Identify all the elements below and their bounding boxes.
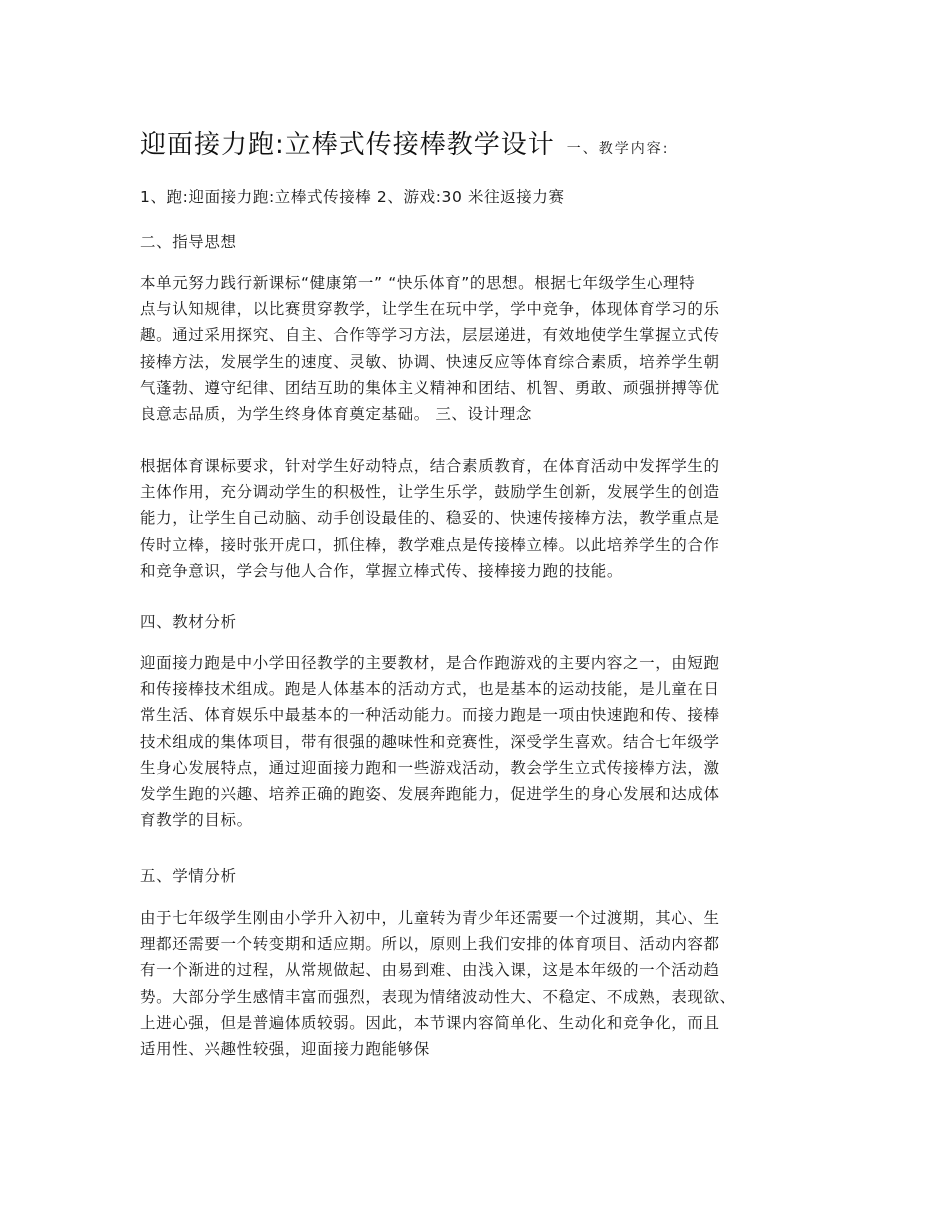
paragraph-line: 能力，让学生自己动脑、动手创设最佳的、稳妥的、快速传接棒方法，教学重点是: [140, 509, 720, 528]
paragraph-line: 良意志品质，为学生终身体育奠定基础。 三、设计理念: [140, 405, 532, 424]
title-line: [140, 124, 810, 161]
paragraph-line: 主体作用，充分调动学生的积极性，让学生乐学，鼓励学生创新，发展学生的创造: [140, 483, 720, 502]
document-title: 迎面接力跑:立棒式传接棒教学设计: [140, 130, 555, 160]
paragraph-line: 根据体育课标要求，针对学生好动特点，结合素质教育，在体育活动中发挥学生的: [140, 457, 720, 475]
section5-heading: 五、学情分析: [140, 867, 237, 885]
paragraph-line: 适用性、兴趣性较强，迎面接力跑能够保: [140, 1040, 430, 1059]
section4-heading: 四、教材分析: [140, 613, 237, 631]
design-concept-paragraph: [140, 453, 810, 584]
paragraph-line: 本单元努力践行新课标“健康第一” “快乐体育”的思想。根据七年级学生心理特: [140, 274, 696, 292]
paragraph-line: 传时立棒，接时张开虎口，抓住棒，教学难点是传接棒立棒。以此培养学生的合作: [140, 535, 720, 554]
paragraph-line: 育教学的目标。: [140, 811, 253, 830]
paragraph-line: 势。大部分学生感情丰富而强烈，表现为情绪波动性大、不稳定、不成熟，表现欲、: [140, 987, 736, 1006]
guiding-ideology-paragraph: [140, 270, 810, 427]
paragraph-line: 点与认知规律，以比赛贯穿教学，让学生在玩中学，学中竞争，体现体育学习的乐: [140, 300, 720, 319]
paragraph-line: 生身心发展特点，通过迎面接力跑和一些游戏活动，教会学生立式传接棒方法，激: [140, 758, 720, 777]
paragraph-line: 发学生跑的兴趣、培养正确的跑姿、发展奔跑能力，促进学生的身心发展和达成体: [140, 785, 720, 804]
paragraph-line: 和竞争意识，学会与他人合作，掌握立棒式传、接棒接力跑的技能。: [140, 561, 624, 580]
paragraph-line: 理都还需要一个转变期和适应期。所以，原则上我们安排的体育项目、活动内容都: [140, 935, 720, 954]
paragraph-line: 有一个渐进的过程，从常规做起、由易到难、由浅入课，这是本年级的一个活动趋: [140, 961, 720, 980]
paragraph-line: 和传接棒技术组成。跑是人体基本的活动方式，也是基本的运动技能，是儿童在日: [140, 680, 720, 699]
paragraph-line: 趣。通过采用探究、自主、合作等学习方法，层层递进，有效地使学生掌握立式传: [140, 326, 720, 345]
paragraph-line: 上进心强，但是普遍体质较弱。因此，本节课内容简单化、生动化和竞争化，而且: [140, 1013, 720, 1032]
paragraph-line: 常生活、体育娱乐中最基本的一种活动能力。而接力跑是一项由快速跑和传、接棒: [140, 706, 720, 725]
section2-heading: 二、指导思想: [140, 233, 237, 251]
paragraph-line: 技术组成的集体项目，带有很强的趣味性和竞赛性，深受学生喜欢。结合七年级学: [140, 732, 720, 751]
section1-heading: 一、教学内容:: [566, 141, 670, 157]
paragraph-line: 迎面接力跑是中小学田径教学的主要教材，是合作跑游戏的主要内容之一，由短跑: [140, 654, 720, 672]
paragraph-line: 气蓬勃、遵守纪律、团结互助的集体主义精神和团结、机智、勇敢、顽强拼搏等优: [140, 378, 720, 397]
student-analysis-paragraph: [140, 905, 810, 1062]
paragraph-line: 由于七年级学生刚由小学升入初中，儿童转为青少年还需要一个过渡期，其心、生: [140, 909, 720, 927]
material-analysis-paragraph: [140, 650, 810, 833]
paragraph-line: 接棒方法，发展学生的速度、灵敏、协调、快速反应等体育综合素质，培养学生朝: [140, 352, 720, 371]
teaching-content-line: 1、跑:迎面接力跑:立棒式传接棒 2、游戏:30 米往返接力赛: [140, 188, 565, 206]
